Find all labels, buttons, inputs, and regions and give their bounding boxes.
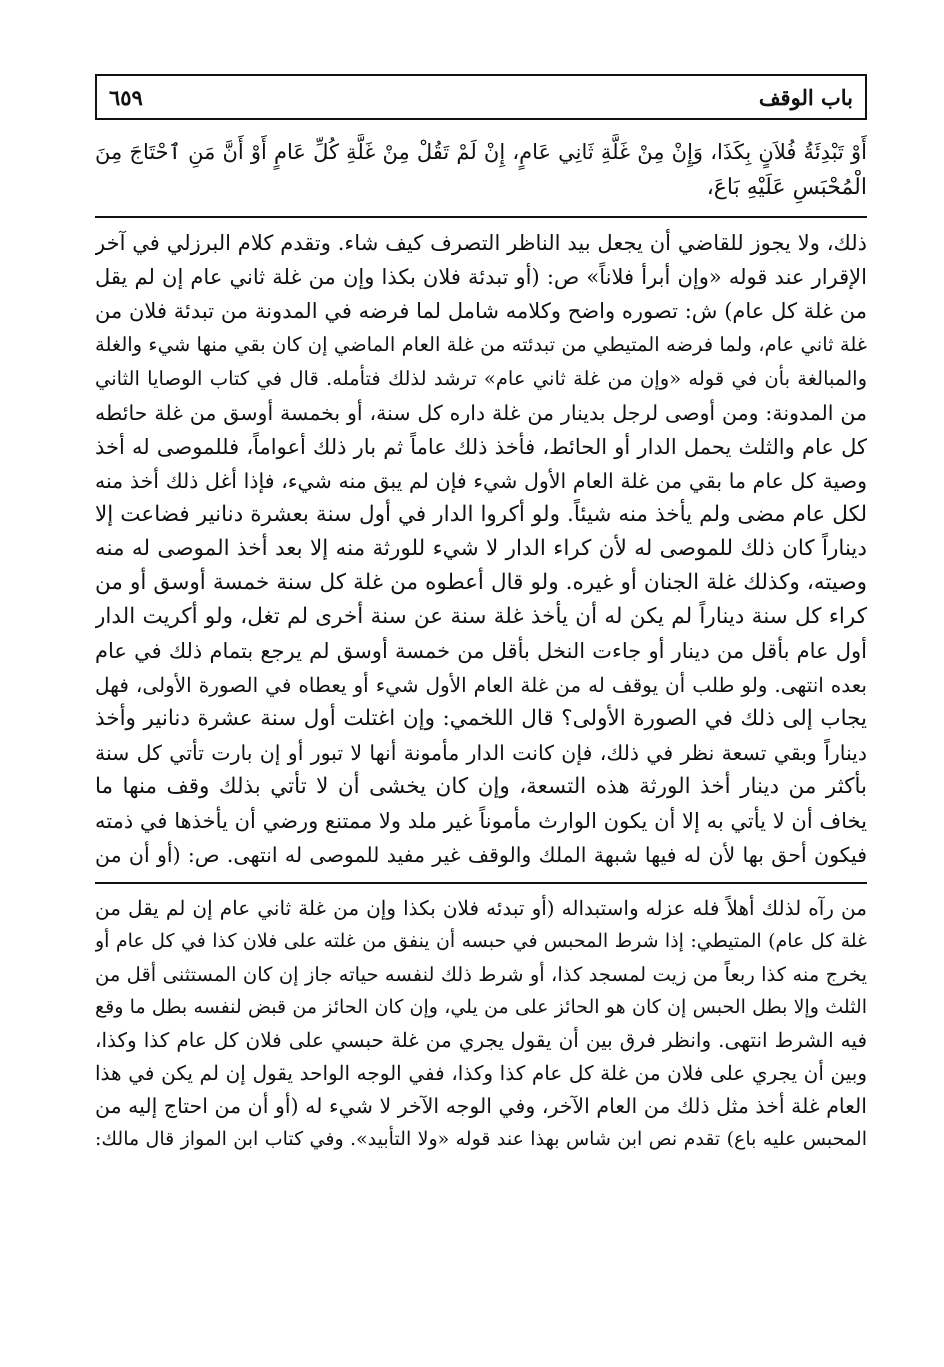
matn-line: أَوْ تَبْدِئَةُ فُلاَنٍ بِكَذَا، وَإِنْ مِنْ غَلَّةِ ثَانِي عَامٍ، إِنْ لَمْ تَقُلْ مِنْ غَلَّةِ كُلِّ عَامٍ أَوْ أَنَّ مَنِ ٱحْتَاجَ مِنَ [95, 140, 867, 164]
footnote-line: العام غلة أخذ مثل ذلك من العام الآخر، وفي الوجه الآخر لا شيء له (أو أن من احتاج إليه من [95, 1094, 867, 1118]
commentary-line: يخاف أن لا يأتي به إلا أن يكون الوارث مأموناً غير ملد ولا ممتنع ورضي أن يأخذها في ذمته [95, 809, 867, 833]
footnote-line: وبين أن يجري على فلان من غلة كل عام كذا وكذا، ففي الوجه الواحد يقول إن لم يكن في هذا [95, 1061, 867, 1085]
commentary-line: وصية كل عام ما بقي من غلة العام الأول شيء فإن لم يبق منه شيء، فإذا أغل ذلك أخذ منه [95, 469, 867, 493]
page-number: ٦٥٩ [109, 85, 143, 110]
divider [95, 216, 867, 218]
commentary-line: من غلة كل عام) ش: تصوره واضح وكلامه شامل لما فرضه في المدونة من تبدئة فلان من [95, 299, 867, 323]
footnote-line: فيه الشرط انتهى. وانظر فرق بين أن يقول يجري من غلة حبسي على فلان كل عام كذا وكذا، [95, 1028, 867, 1052]
commentary-line: غلة ثاني عام، ولما فرضه المتيطي من تبدئته من غلة العام الماضي إن كان بقي منها شيء والغلة [95, 333, 867, 356]
commentary-line: كراء كل سنة ديناراً لم يكن له أن يأخذ غلة سنة عن سنة أخرى لم تغل، ولو أكريت الدار [95, 604, 867, 629]
commentary-line: من المدونة: ومن أوصى لرجل بدينار من غلة داره كل سنة، أو بخمسة أوسق من غلة حائطه [95, 401, 867, 425]
commentary-line: يجاب إلى ذلك في الصورة الأولى؟ قال اللخمي: وإن اغتلت أول سنة عشرة دنانير وأخذ [95, 706, 867, 731]
commentary-line: بعده انتهى. ولو طلب أن يوقف له من غلة العام الأول شيء أو يعطاه في الصورة الأولى، فهل [95, 673, 867, 697]
commentary-line: بأكثر من دينار أخذ الورثة هذه التسعة، وإن كان يخشى أن لا تأتي بذلك وقف منها ما [95, 774, 867, 799]
page [95, 74, 867, 1156]
chapter-title: باب الوقف [758, 85, 853, 110]
commentary-line: وصيته، وكذلك غلة الجنان أو غيره. ولو قال أعطوه من غلة كل سنة خمسة أوسق أو من [95, 570, 867, 595]
footnote-line: المحبس عليه باع) تقدم نص ابن شاس بهذا عند قوله «ولا التأبيد». وفي كتاب ابن المواز قال مالك: [95, 1128, 867, 1150]
commentary-line: كل عام والثلث يحمل الدار أو الحائط، فأخذ ذلك عاماً ثم بار ذلك أعواماً، فللموصى له أخذ [95, 435, 867, 459]
commentary-line: لكل عام مضى ولم يأخذ منه شيئاً. ولو أكروا الدار في أول سنة بعشرة دنانير فضاعت إلا [95, 502, 867, 527]
commentary-line: والمبالغة بأن في قوله «وإن من غلة ثاني عام» ترشد لذلك فتأمله. قال في كتاب الوصايا الثاني [95, 367, 867, 390]
footnote-line: يخرج منه كذا ربعاً من زيت لمسجد كذا، أو شرط ذلك لنفسه حياته جاز إن كان المستثنى أقل من [95, 963, 867, 986]
matn-line: الْمُحْبَسِ عَلَيْهِ بَاعَ، [706, 175, 867, 200]
commentary-line: فيكون أحق بها لأن له فيها شبهة الملك والوقف غير مفيد للموصى له انتهى. ص: (أو أن من [95, 843, 867, 867]
footnote-line: من رآه لذلك أهلاً فله عزله واستبداله (أو تبدئه فلان بكذا وإن من غلة ثاني عام إن لم يقل من [95, 896, 867, 920]
matn-text [95, 134, 867, 206]
commentary-line: الإقرار عند قوله «وإن أبرأ فلاناً» ص: (أو تبدئة فلان بكذا وإن من غلة ثاني عام إن لم يقل [95, 265, 867, 289]
commentary-line: ديناراً وبقي تسعة نظر في ذلك، فإن كانت الدار مأمونة أنها لا تبور أو إن بارت تأتي كل سنة [95, 741, 867, 765]
footnote-line: غلة كل عام) المتيطي: إذا شرط المحبس في حبسه أن ينفق من غلته على فلان كذا في كل عام أو [95, 930, 867, 952]
commentary-line: أول عام بأقل من دينار أو جاءت النخل بأقل من خمسة أوسق لم يرجع بتمام ذلك في عام [95, 639, 867, 663]
footnote-line: الثلث وإلا بطل الحبس إن كان هو الحائز على من يلي، وإن كان الحائز من قبض لنفسه بطل ما وقع [95, 996, 867, 1018]
page-header [95, 74, 867, 120]
footnote-text [95, 892, 867, 1156]
divider [95, 882, 867, 884]
commentary-line: ذلك، ولا يجوز للقاضي أن يجعل بيد الناظر التصرف كيف شاء. وتقدم كلام البرزلي في آخر [95, 231, 867, 255]
commentary-text [95, 226, 867, 872]
commentary-line: ديناراً كان ذلك للموصى له لأن كراء الدار لا شيء للورثة منه إلا بعد أخذ الموصى له منه [95, 536, 867, 561]
